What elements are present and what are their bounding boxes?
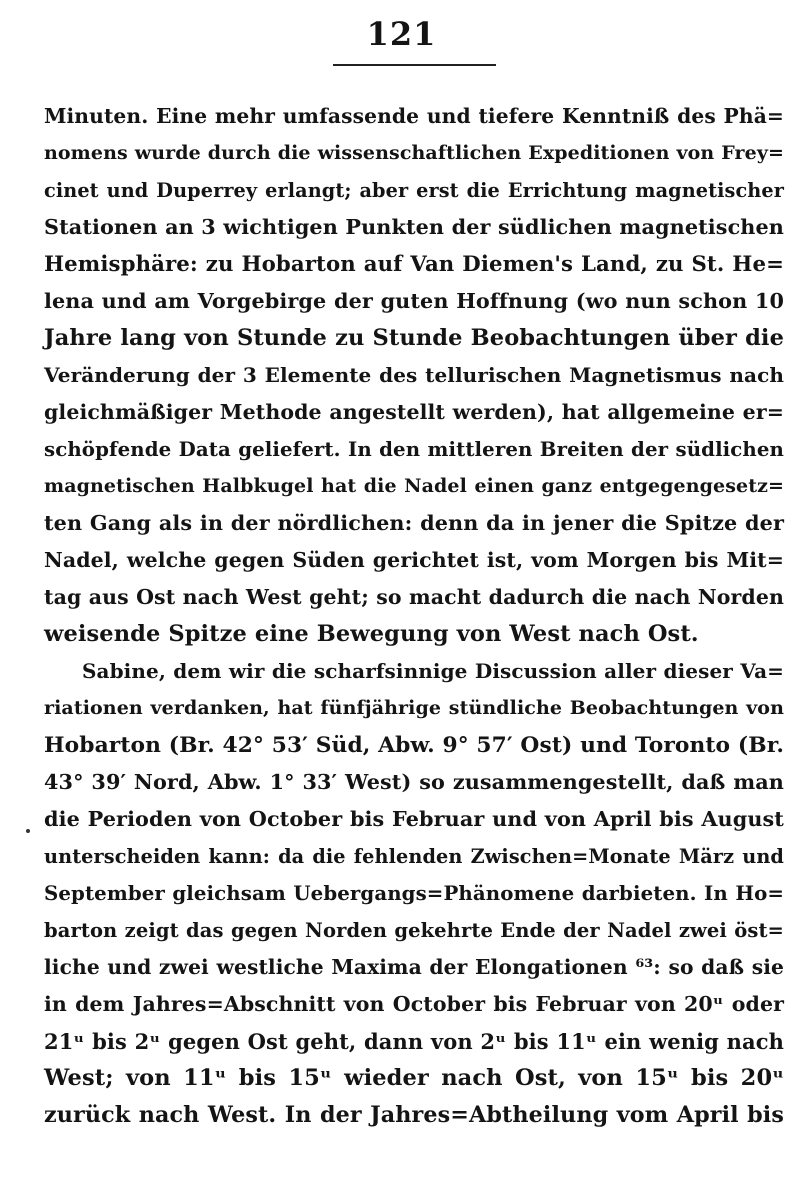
text-line: magnetischen Halbkugel hat die Nadel einen ganz entgegengesetz= [44, 475, 784, 497]
text-line: nomens wurde durch die wissenschaftlichen Expeditionen von Frey= [44, 142, 784, 164]
body-text [44, 98, 784, 1134]
text-line: gleichmäßiger Methode angestellt werden), hat allgemeine er= [44, 400, 784, 424]
text-line: unterscheiden kann: da die fehlenden Zwischen=Monate März und [44, 845, 784, 868]
text-line: 43° 39′ Nord, Abw. 1° 33′ West) so zusammengestellt, daß man [44, 770, 784, 794]
text-line: weisende Spitze eine Bewegung von West nach Ost. [44, 621, 699, 647]
text-line: schöpfende Data geliefert. In den mittleren Breiten der südlichen [44, 437, 784, 461]
text-line: zurück nach West. In der Jahres=Abtheilung vom April bis [44, 1102, 784, 1128]
text-line: liche und zwei westliche Maxima der Elongationen ⁶³: so daß sie [44, 955, 784, 979]
text-line: Minuten. Eine mehr umfassende und tiefere Kenntniß des Phä= [44, 104, 784, 128]
text-line: Stationen an 3 wichtigen Punkten der südlichen magnetischen [44, 215, 784, 239]
text-line: ten Gang als in der nördlichen: denn da in jener die Spitze der [44, 511, 784, 535]
text-line: lena und am Vorgebirge der guten Hoffnung (wo nun schon 10 [44, 289, 784, 313]
text-line: Sabine, dem wir die scharfsinnige Discussion aller dieser Va= [82, 659, 784, 683]
text-line: cinet und Duperrey erlangt; aber erst die Errichtung magnetischer [44, 179, 784, 202]
text-line: September gleichsam Uebergangs=Phänomene darbieten. In Ho= [44, 881, 784, 905]
text-line: riationen verdanken, hat fünfjährige stündliche Beobachtungen von [44, 697, 784, 719]
text-line: barton zeigt das gegen Norden gekehrte Ende der Nadel zwei öst= [44, 919, 784, 942]
text-line: Hobarton (Br. 42° 53′ Süd, Abw. 9° 57′ Ost) und Toronto (Br. [44, 733, 784, 758]
header-rule [333, 64, 496, 66]
text-line: Veränderung der 3 Elemente des tellurischen Magnetismus nach [44, 363, 784, 387]
text-line: Nadel, welche gegen Süden gerichtet ist, vom Morgen bis Mit= [44, 548, 784, 572]
paragraph-2 [44, 653, 784, 1134]
text-line: Hemisphäre: zu Hobarton auf Van Diemen's Land, zu St. He= [44, 252, 784, 277]
paragraph-1 [44, 98, 784, 653]
text-line: West; von 11ᵘ bis 15ᵘ wieder nach Ost, von 15ᵘ bis 20ᵘ [44, 1065, 784, 1091]
page-number: 121 [366, 15, 437, 53]
text-line: tag aus Ost nach West geht; so macht dadurch die nach Norden [44, 585, 784, 609]
text-line: 21ᵘ bis 2ᵘ gegen Ost geht, dann von 2ᵘ bis 11ᵘ ein wenig nach [44, 1029, 784, 1054]
text-line: Jahre lang von Stunde zu Stunde Beobachtungen über die [44, 325, 784, 351]
margin-mark [26, 829, 30, 833]
text-line: in dem Jahres=Abschnitt von October bis Februar von 20ᵘ oder [44, 992, 784, 1016]
text-line: die Perioden von October bis Februar und von April bis August [44, 807, 784, 831]
